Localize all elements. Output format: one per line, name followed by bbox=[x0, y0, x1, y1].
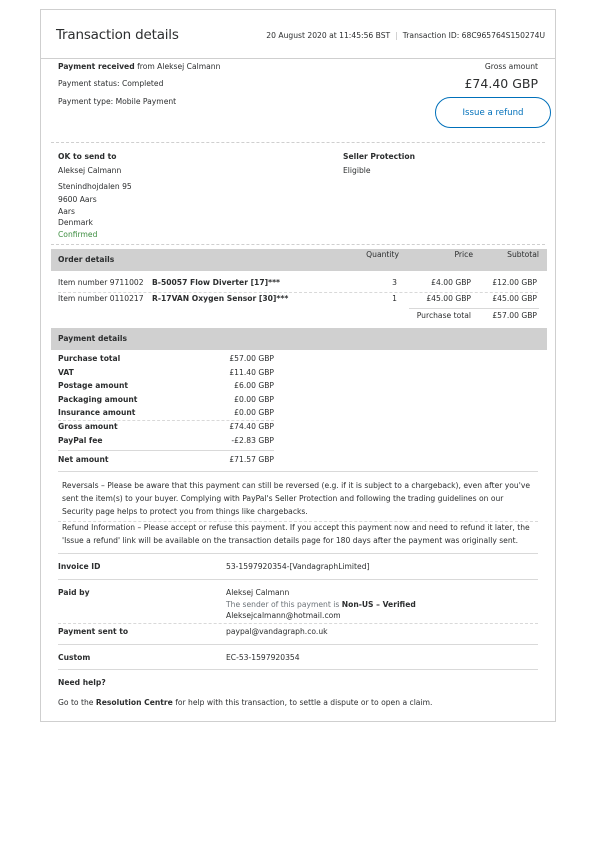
page-title: Transaction details bbox=[56, 27, 179, 43]
address-line: Denmark bbox=[58, 218, 93, 227]
seller-protection-heading: Seller Protection bbox=[343, 152, 416, 161]
payment-row-label: Purchase total bbox=[58, 354, 121, 363]
help-text bbox=[58, 698, 432, 708]
payment-row-value: £74.40 GBP bbox=[229, 422, 274, 431]
payment-type: Payment type: Mobile Payment bbox=[58, 97, 177, 106]
need-help-heading: Need help? bbox=[58, 678, 106, 687]
sender-status-text: The sender of this payment is bbox=[226, 600, 340, 609]
payment-row-label: Packaging amount bbox=[58, 395, 138, 404]
row-divider bbox=[58, 292, 538, 293]
payment-row-label: Gross amount bbox=[58, 422, 118, 431]
row-divider bbox=[58, 420, 274, 421]
help-text-before: Go to the bbox=[58, 698, 94, 707]
payment-row-value: -£2.83 GBP bbox=[231, 436, 274, 445]
item-price: £4.00 GBP bbox=[431, 278, 471, 287]
custom-value: EC-53-1597920354 bbox=[226, 653, 300, 662]
header bbox=[41, 10, 555, 59]
item-quantity: 3 bbox=[392, 278, 397, 287]
payment-row-label: PayPal fee bbox=[58, 436, 103, 445]
separator: | bbox=[395, 31, 398, 40]
purchase-total-value: £57.00 GBP bbox=[492, 311, 537, 320]
order-details-heading: Order details bbox=[58, 255, 115, 264]
price-column-header: Price bbox=[454, 250, 473, 259]
payment-status-label: Payment status: bbox=[58, 79, 120, 88]
divider bbox=[58, 553, 538, 554]
divider bbox=[58, 644, 538, 645]
payment-row-value: £6.00 GBP bbox=[234, 381, 274, 390]
notice-line: Security page helps to protect you from things like chargebacks. bbox=[62, 507, 308, 516]
payment-status bbox=[58, 79, 163, 89]
ok-to-send-heading: OK to send to bbox=[58, 152, 117, 161]
shipping-name: Aleksej Calmann bbox=[58, 166, 122, 175]
item-name: R-17VAN Oxygen Sensor [30]*** bbox=[152, 294, 289, 303]
invoice-id-label: Invoice ID bbox=[58, 562, 101, 571]
payment-row-value: £0.00 GBP bbox=[234, 408, 274, 417]
address-line: Aars bbox=[58, 207, 75, 216]
notice-line: Reversals – Please be aware that this payment can still be reversed (e.g. if it is subject to a chargeback), even after you've bbox=[62, 481, 531, 490]
order-details-header bbox=[51, 249, 547, 271]
total-divider bbox=[409, 308, 539, 309]
gross-amount-label: Gross amount bbox=[484, 62, 538, 71]
payment-details-header bbox=[51, 328, 547, 350]
paid-by-name: Aleksej Calmann bbox=[226, 588, 290, 597]
quantity-column-header: Quantity bbox=[366, 250, 399, 259]
item-subtotal: £45.00 GBP bbox=[492, 294, 537, 303]
payment-sent-to-label: Payment sent to bbox=[58, 627, 129, 636]
notice-line: 'Issue a refund' link will be available on the transaction details page for 180 days after the payment was originally sent. bbox=[62, 536, 519, 545]
payment-row-value: £0.00 GBP bbox=[234, 395, 274, 404]
divider bbox=[58, 669, 538, 670]
notice-line: sent the item(s) to your buyer. Complying with PayPal's Seller Protection and following the trading guidelines on our bbox=[62, 494, 504, 503]
notice-line: Refund Information – Please accept or refuse this payment. If you accept this payment now and need to refund it later, the bbox=[62, 523, 530, 532]
transaction-datetime: 20 August 2020 at 11:45:56 BST bbox=[266, 31, 391, 40]
payment-status-value: Completed bbox=[121, 79, 164, 88]
payment-row-label: Postage amount bbox=[58, 381, 128, 390]
divider bbox=[58, 623, 538, 624]
purchase-total-label: Purchase total bbox=[416, 311, 471, 320]
item-subtotal: £12.00 GBP bbox=[492, 278, 537, 287]
payment-received-from: from Aleksej Calmann bbox=[137, 62, 221, 71]
subtotal-column-header: Subtotal bbox=[507, 250, 539, 259]
divider bbox=[51, 244, 545, 245]
divider bbox=[58, 471, 538, 472]
gross-amount-value: £74.40 GBP bbox=[464, 76, 538, 91]
payment-row-value: £11.40 GBP bbox=[229, 368, 274, 377]
transaction-card bbox=[40, 9, 556, 722]
item-price: £45.00 GBP bbox=[426, 294, 471, 303]
resolution-centre-link[interactable]: Resolution Centre bbox=[95, 698, 173, 707]
payment-row-label: VAT bbox=[58, 368, 74, 377]
divider bbox=[58, 579, 538, 580]
invoice-id-value: 53-1597920354-[VandagraphLimited] bbox=[226, 562, 370, 571]
item-number: Item number 9711002 bbox=[58, 278, 144, 287]
transaction-id: Transaction ID: 68C965764S150274U bbox=[402, 31, 545, 40]
net-amount-label: Net amount bbox=[58, 455, 109, 464]
item-name: B-50057 Flow Diverter [17]*** bbox=[152, 278, 281, 287]
help-text-after: for help with this transaction, to settle a dispute or to open a claim. bbox=[175, 698, 433, 707]
divider bbox=[51, 142, 545, 143]
address-line: 9600 Aars bbox=[58, 195, 97, 204]
sender-status-value: Non-US – Verified bbox=[341, 600, 416, 609]
item-quantity: 1 bbox=[392, 294, 397, 303]
paid-by-label: Paid by bbox=[58, 588, 90, 597]
address-status: Confirmed bbox=[58, 230, 98, 239]
net-divider bbox=[58, 450, 274, 451]
item-number: Item number 0110217 bbox=[58, 294, 144, 303]
issue-refund-button[interactable]: Issue a refund bbox=[435, 97, 551, 128]
payment-row-value: £57.00 GBP bbox=[229, 354, 274, 363]
payment-details-heading: Payment details bbox=[58, 334, 128, 343]
header-meta bbox=[266, 31, 545, 40]
net-amount-value: £71.57 GBP bbox=[229, 455, 274, 464]
payment-row-label: Insurance amount bbox=[58, 408, 136, 417]
seller-protection-value: Eligible bbox=[343, 166, 371, 175]
custom-label: Custom bbox=[58, 653, 91, 662]
sender-status bbox=[226, 600, 416, 610]
payment-sent-to-value: paypal@vandagraph.co.uk bbox=[226, 627, 328, 636]
paid-by-email: Aleksejcalmann@hotmail.com bbox=[226, 611, 341, 620]
payment-received bbox=[58, 62, 220, 72]
header-divider bbox=[41, 58, 555, 59]
divider bbox=[58, 521, 538, 522]
payment-received-label: Payment received bbox=[58, 62, 135, 71]
address-line: Stenindhojdalen 95 bbox=[58, 182, 132, 191]
